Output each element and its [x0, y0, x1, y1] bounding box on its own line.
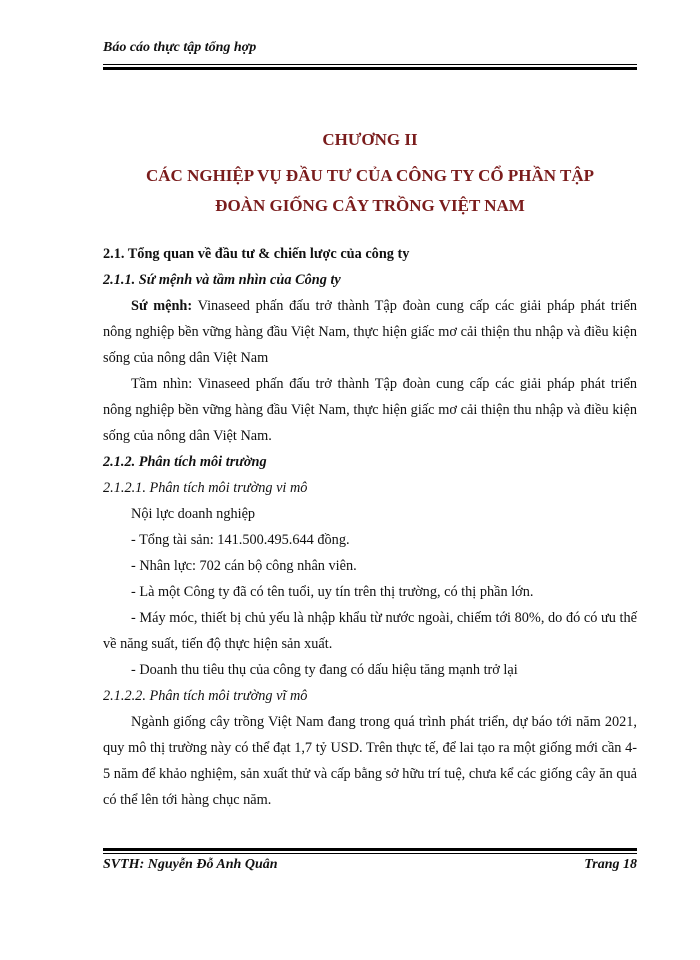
heading-2-1-2-2: 2.1.2.2. Phân tích môi trường vĩ mô — [103, 688, 308, 704]
mission-label: Sứ mệnh: — [131, 298, 193, 314]
footer-author: SVTH: Nguyễn Đỗ Anh Quân — [103, 857, 278, 872]
footer-rule-thin — [103, 853, 637, 854]
list-item: - Nhân lực: 702 cán bộ công nhân viên. — [131, 558, 357, 574]
chapter-title — [103, 161, 637, 221]
header-title: Báo cáo thực tập tổng hợp — [103, 40, 257, 55]
heading-2-1-1: 2.1.1. Sứ mệnh và tầm nhìn của Công ty — [103, 272, 341, 288]
heading-2-1-2: 2.1.2. Phân tích môi trường — [103, 454, 267, 470]
macro-paragraph: Ngành giống cây trồng Việt Nam đang trong quá trình phát triển, dự báo tới năm 2021, quy mô thị trường này có thể đạt 1,7 tỷ USD. Trên thực tế, để lai tạo ra một giống mới cần 4-5 năm để khảo nghiệm, sản xuất thử và cấp bằng sở hữu trí tuệ, chưa kể các giống cây ăn quả có thể lên tới hàng chục năm. — [103, 714, 637, 808]
vision-paragraph: Tầm nhìn: Vinaseed phấn đấu trở thành Tập đoàn cung cấp các giải pháp phát triển nông nghiệp bền vững hàng đầu Việt Nam, thực hiện giấc mơ cải thiện thu nhập và điều kiện sống của nông dân Việt Nam. — [103, 376, 637, 444]
footer-page-number: Trang 18 — [584, 857, 637, 872]
footer-rule-thick — [103, 848, 637, 851]
mission-text: Vinaseed phấn đấu trở thành Tập đoàn cung cấp các giải pháp phát triển nông nghiệp bền vững hàng đầu Việt Nam, thực hiện giấc mơ cải thiện thu nhập và điều kiện sống của nông dân Việt Nam — [103, 298, 637, 366]
header-rule-thin — [103, 64, 637, 65]
chapter-title-line1: CÁC NGHIỆP VỤ ĐẦU TƯ CỦA CÔNG TY CỔ PHẦN TẬP — [145, 166, 595, 185]
page-body — [103, 241, 637, 813]
heading-2-1: 2.1. Tổng quan về đầu tư & chiến lược của công ty — [103, 246, 410, 262]
chapter-title-line2: ĐOÀN GIỐNG CÂY TRỒNG VIỆT NAM — [215, 196, 525, 215]
chapter-number: CHƯƠNG II — [322, 130, 418, 149]
heading-2-1-2-1: 2.1.2.1. Phân tích môi trường vi mô — [103, 480, 308, 496]
list-item: - Doanh thu tiêu thụ của công ty đang có dấu hiệu tăng mạnh trở lại — [131, 662, 518, 678]
header-rule-thick — [103, 67, 637, 70]
list-item: - Là một Công ty đã có tên tuổi, uy tín trên thị trường, có thị phần lớn. — [131, 584, 534, 600]
mission-paragraph — [103, 293, 637, 371]
list-item: - Tổng tài sản: 141.500.495.644 đồng. — [131, 532, 350, 548]
internal-strength-label: Nội lực doanh nghiệp — [131, 506, 256, 522]
list-item: - Máy móc, thiết bị chủ yếu là nhập khẩu từ nước ngoài, chiếm tới 80%, do đó có ưu thế về năng suất, tiến độ thực hiện sản xuất. — [103, 610, 637, 652]
